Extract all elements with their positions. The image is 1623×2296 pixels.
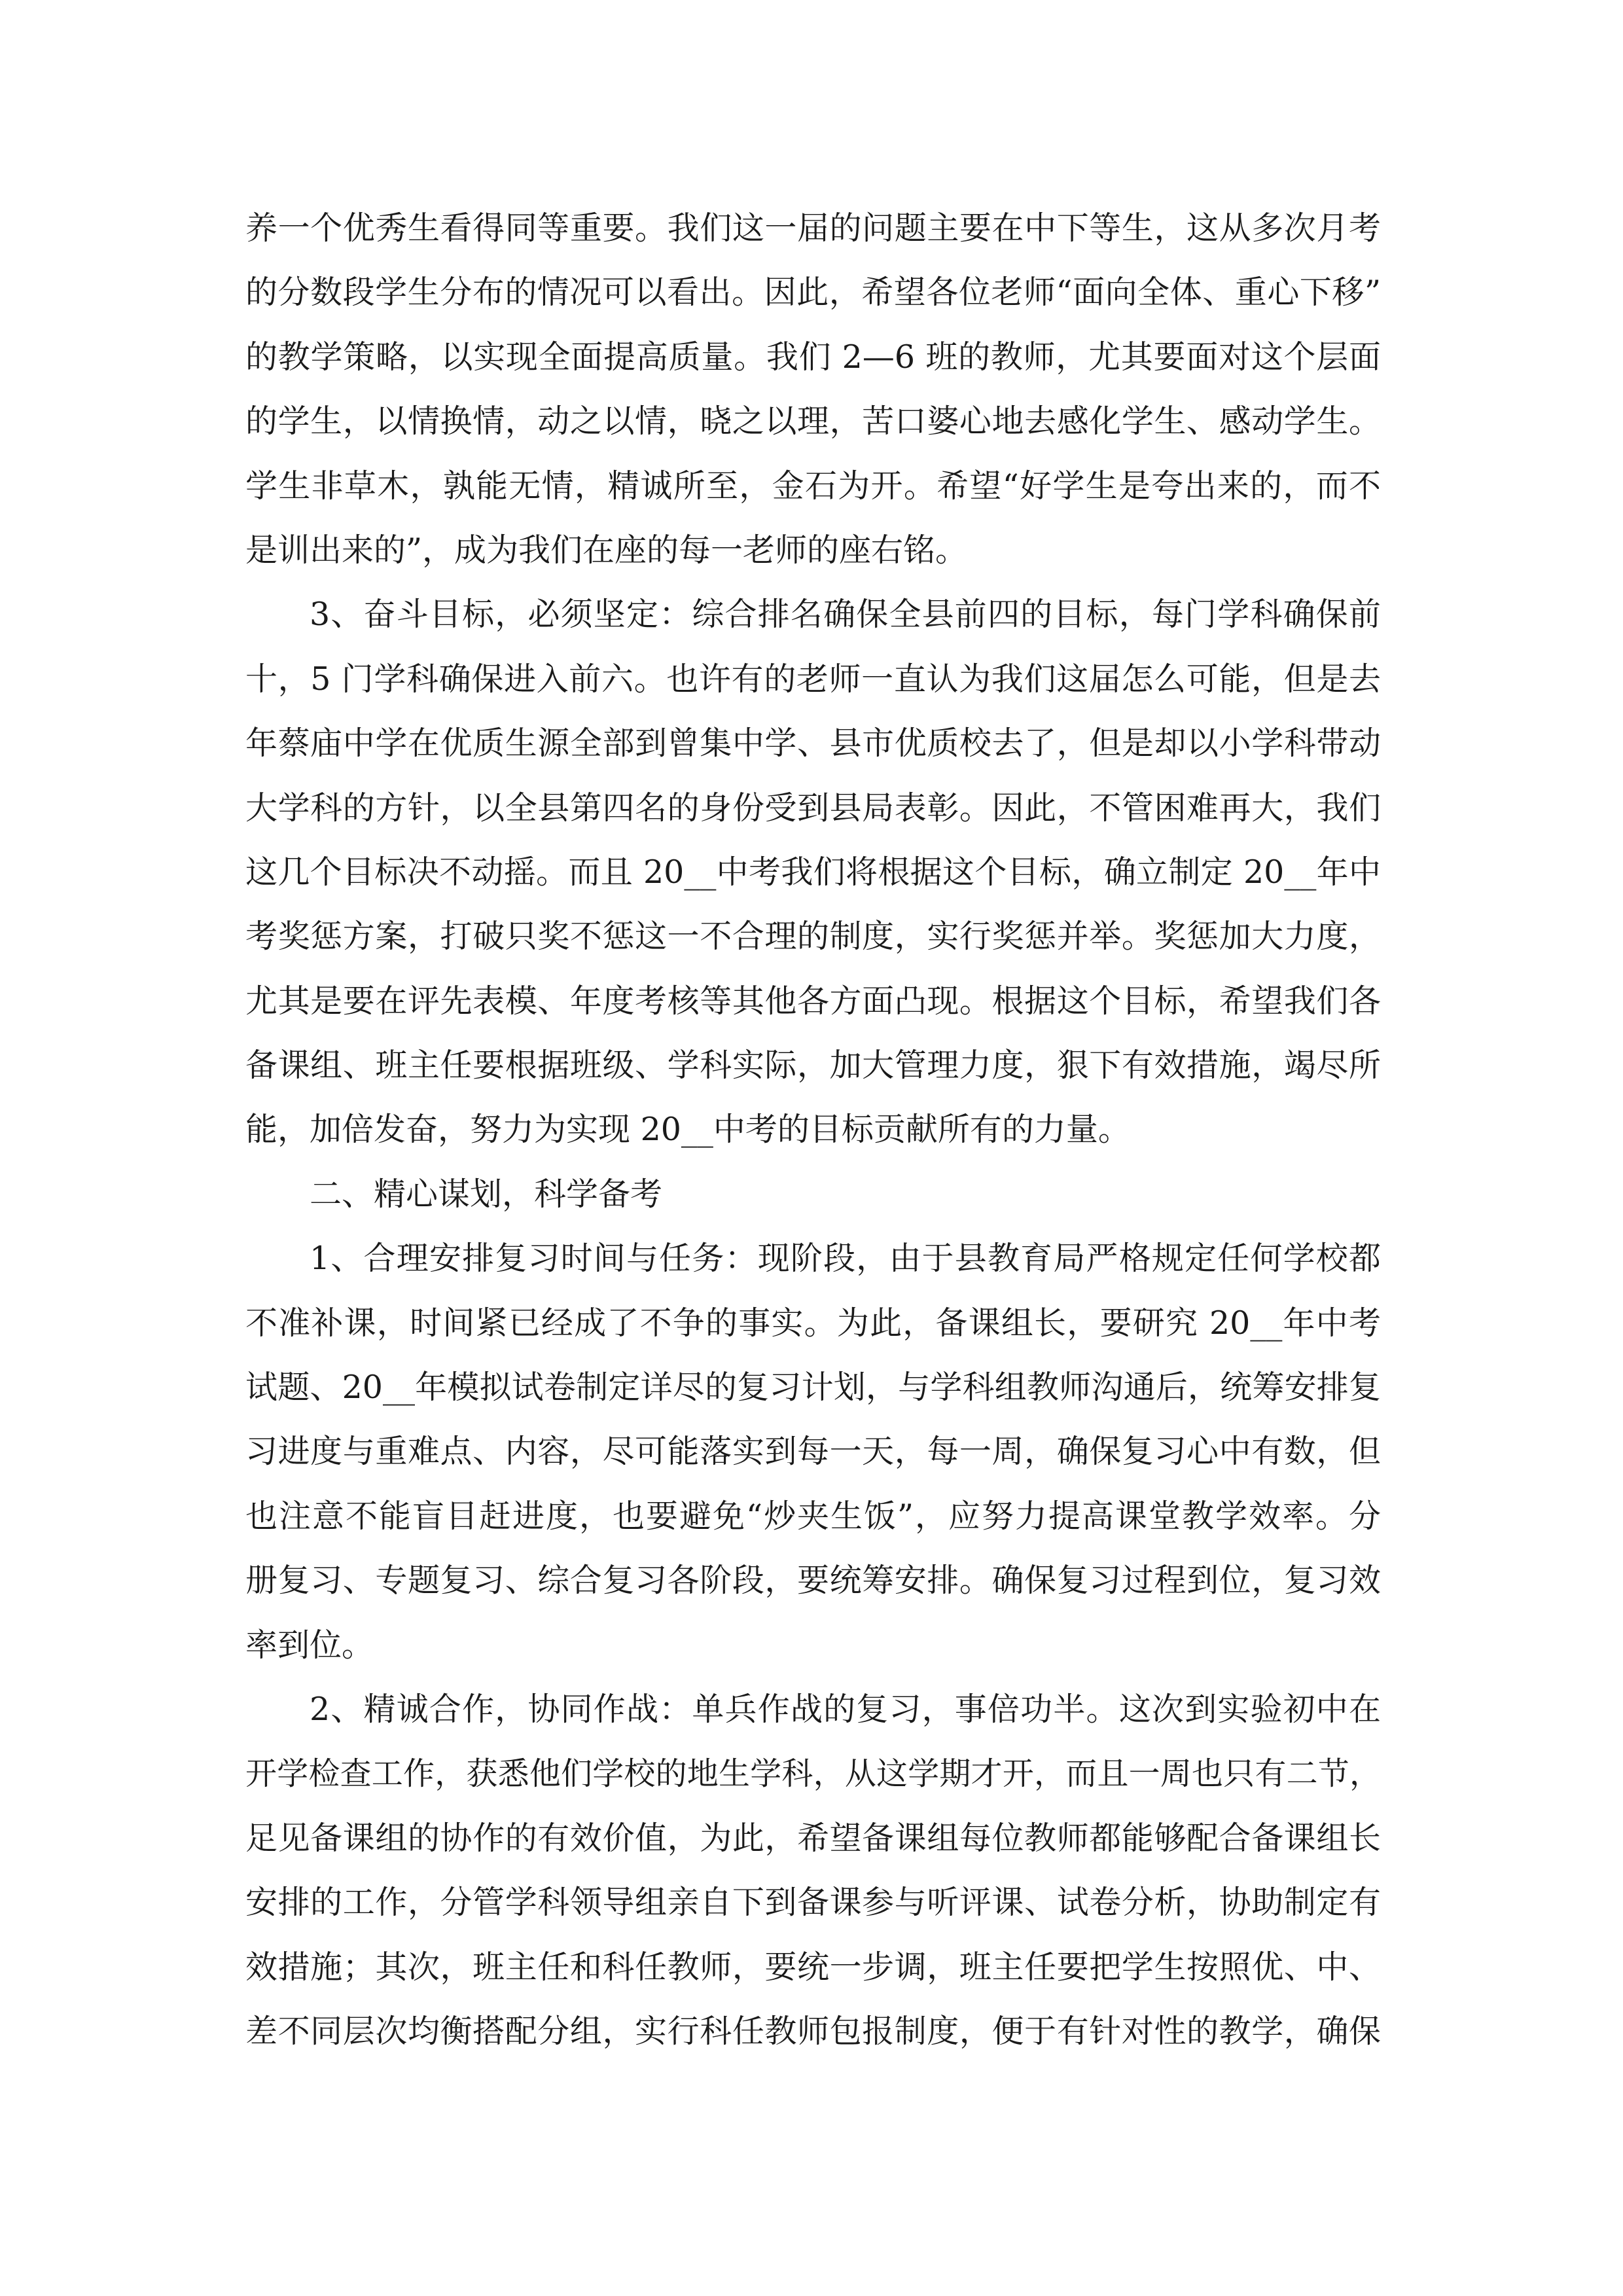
- text-line: 尤其是要在评先表模、年度考核等其他各方面凸现。根据这个目标，希望我们各: [245, 982, 1381, 1020]
- text-line: 1、合理安排复习时间与任务：现阶段，由于县教育局严格规定任何学校都: [310, 1240, 1381, 1278]
- text-line: 效措施；其次，班主任和科任教师，要统一步调，班主任要把学生按照优、中、: [245, 1948, 1381, 1986]
- text-line: 二、精心谋划，科学备考: [310, 1175, 663, 1213]
- text-line: 3、奋斗目标，必须坚定：综合排名确保全县前四的目标，每门学科确保前: [310, 596, 1381, 634]
- text-line: 能，加倍发奋，努力为实现 20__中考的目标贡献所有的力量。: [245, 1111, 1130, 1149]
- text-line: 习进度与重难点、内容，尽可能落实到每一天，每一周，确保复习心中有数，但: [245, 1433, 1381, 1471]
- text-line: 的学生，以情换情，动之以情，晓之以理，苦口婆心地去感化学生、感动学生。: [245, 403, 1381, 440]
- text-line: 册复习、专题复习、综合复习各阶段，要统筹安排。确保复习过程到位，复习效: [245, 1562, 1381, 1600]
- text-line: 安排的工作，分管学科领导组亲自下到备课参与听评课、试卷分析，协助制定有: [245, 1884, 1381, 1922]
- text-line: 率到位。: [245, 1626, 374, 1664]
- body-text: [245, 196, 1381, 2064]
- text-line: 足见备课组的协作的有效价值，为此，希望备课组每位教师都能够配合备课组长: [245, 1819, 1381, 1857]
- text-line: 备课组、班主任要根据班级、学科实际，加大管理力度，狠下有效措施，竭尽所: [245, 1047, 1381, 1085]
- text-line: 十，5 门学科确保进入前六。也许有的老师一直认为我们这届怎么可能，但是去: [245, 660, 1381, 698]
- text-line: 也注意不能盲目赶进度，也要避免“炒夹生饭”，应努力提高课堂教学效率。分: [245, 1497, 1381, 1535]
- text-line: 这几个目标决不动摇。而且 20__中考我们将根据这个目标，确立制定 20__年中: [245, 853, 1381, 891]
- text-line: 差不同层次均衡搭配分组，实行科任教师包报制度，便于有针对性的教学，确保: [245, 2012, 1381, 2050]
- text-line: 是训出来的”，成为我们在座的每一老师的座右铭。: [245, 531, 968, 569]
- text-line: 大学科的方针，以全县第四名的身份受到县局表彰。因此，不管困难再大，我们: [245, 789, 1381, 827]
- text-line: 不准补课，时间紧已经成了不争的事实。为此，备课组长，要研究 20__年中考: [245, 1304, 1381, 1342]
- text-line: 养一个优秀生看得同等重要。我们这一届的问题主要在中下等生，这从多次月考: [245, 209, 1381, 247]
- text-line: 2、精诚合作，协同作战：单兵作战的复习，事倍功半。这次到实验初中在: [310, 1690, 1381, 1728]
- text-line: 考奖惩方案，打破只奖不惩这一不合理的制度，实行奖惩并举。奖惩加大力度，: [245, 918, 1381, 956]
- text-line: 年蔡庙中学在优质生源全部到曾集中学、县市优质校去了，但是却以小学科带动: [245, 725, 1381, 762]
- text-line: 开学检查工作，获悉他们学校的地生学科，从这学期才开，而且一周也只有二节，: [245, 1755, 1381, 1793]
- text-line: 学生非草木，孰能无情，精诚所至，金石为开。希望“好学生是夸出来的，而不: [245, 467, 1381, 505]
- text-line: 的分数段学生分布的情况可以看出。因此，希望各位老师“面向全体、重心下移”: [245, 274, 1381, 312]
- text-line: 的教学策略，以实现全面提高质量。我们 2—6 班的教师，尤其要面对这个层面: [245, 338, 1381, 376]
- text-line: 试题、20__年模拟试卷制定详尽的复习计划，与学科组教师沟通后，统筹安排复: [245, 1369, 1381, 1407]
